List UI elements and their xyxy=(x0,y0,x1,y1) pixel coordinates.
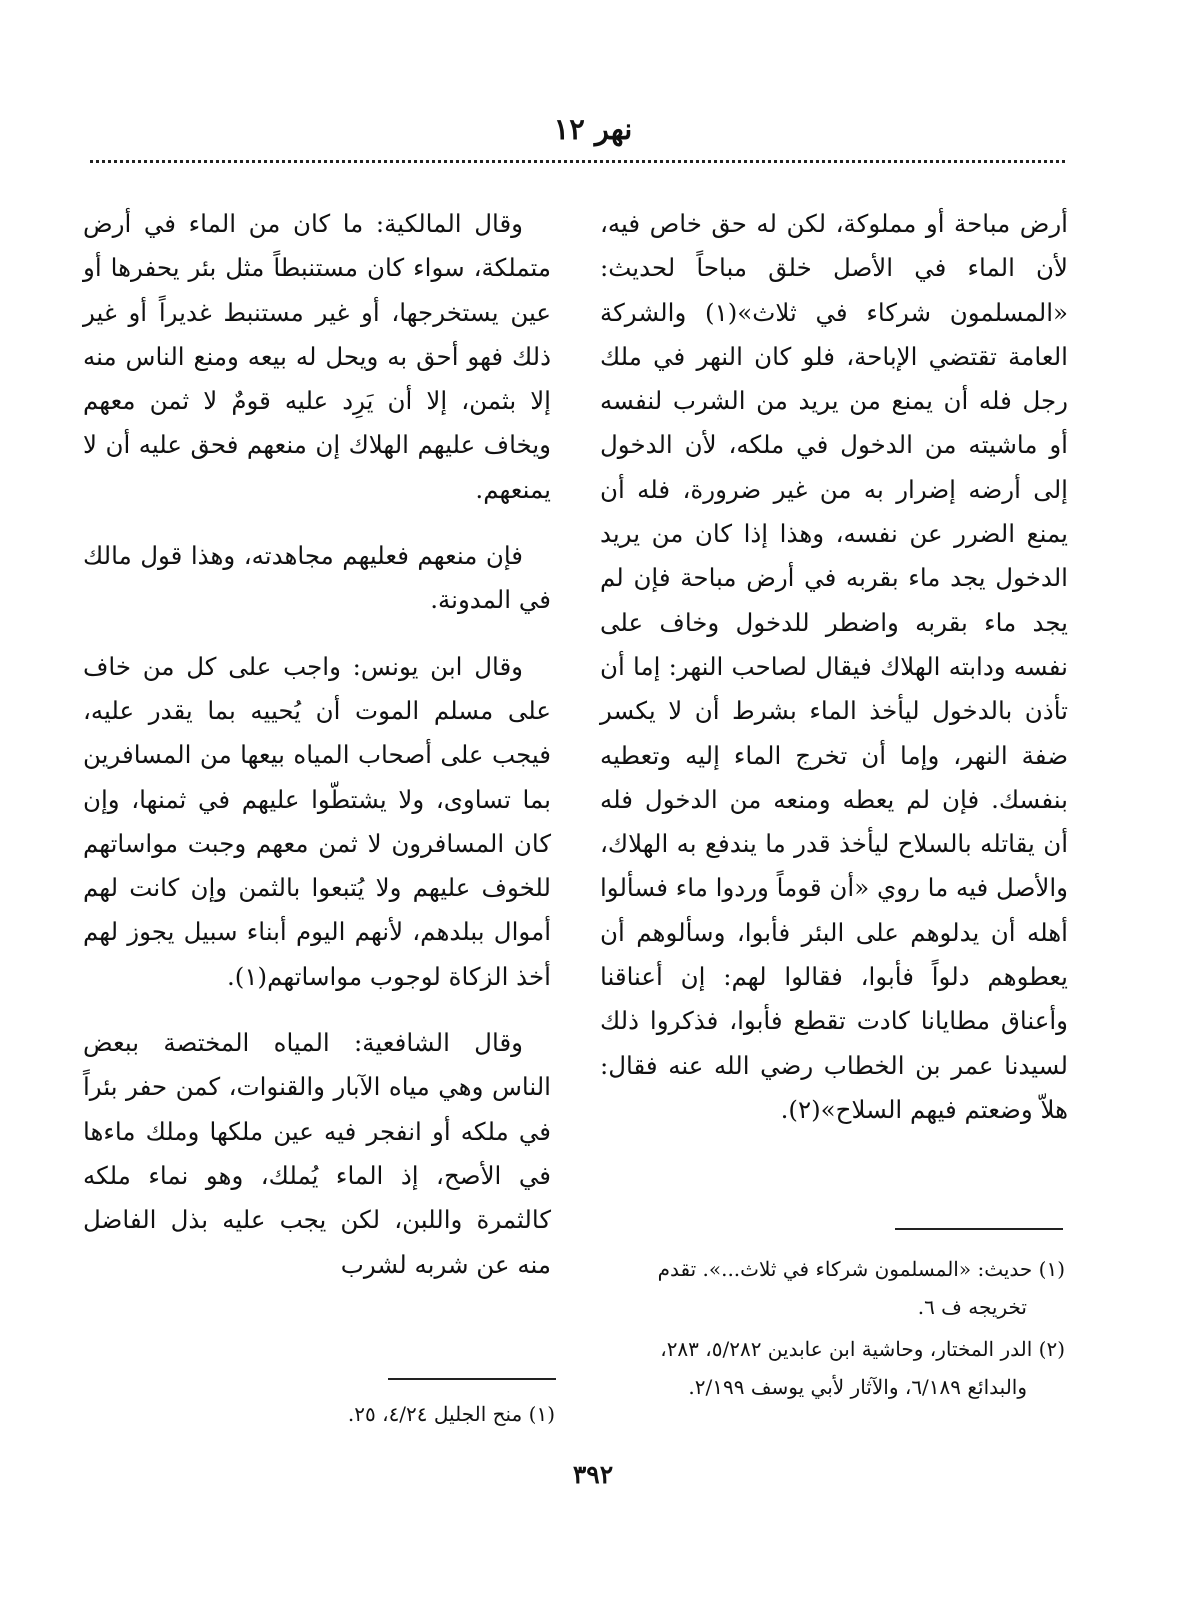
footnotes-right xyxy=(600,1250,1065,1410)
left-paragraph-4: وقال الشافعية: المياه المختصة ببعض الناس وهي مياه الآبار والقنوات، كمن حفر بئراً في ملكه أو انفجر فيه عين ملكها وملك ماءها في الأصح، إذ الماء يُملك، وهو نماء ملكه كالثمرة واللبن، لكن يجب عليه بذل الفاضل منه عن شربه لشرب xyxy=(83,1028,551,1279)
right-column xyxy=(600,202,1068,1154)
header-dotted-divider xyxy=(90,160,1065,163)
footnotes-left xyxy=(90,1395,555,1437)
left-paragraph-3: وقال ابن يونس: واجب على كل من خاف على مسلم الموت أن يُحييه بما يقدر عليه، فيجب على أصحاب المياه بيعها من المسافرين بما تساوى، ولا يشتطّوا عليهم في ثمنها، وإن كان المسافرون لا ثمن معهم وجبت مواساتهم للخوف عليهم ولا يُتبعوا بالثمن وإن كانت لهم أموال ببلدهم، لأنهم اليوم أبناء سبيل يجوز لهم أخذ الزكاة لوجوب مواساتهم(١). xyxy=(83,651,551,991)
footnote-left-1: (١) منح الجليل ٤/٢٤، ٢٥. xyxy=(347,1402,555,1426)
footnote-right-1: (١) حديث: «المسلمون شركاء في ثلاث...». تقدم تخريجه ف ٦. xyxy=(657,1257,1065,1319)
page-number: ٣٩٢ xyxy=(572,1460,614,1489)
page-title: نهر ١٢ xyxy=(553,112,633,146)
left-paragraph-2: فإن منعهم فعليهم مجاهدته، وهذا قول مالك في المدونة. xyxy=(83,541,551,615)
footnote-divider-right xyxy=(895,1228,1063,1230)
left-paragraph-1: وقال المالكية: ما كان من الماء في أرض متملكة، سواء كان مستنبطاً مثل بئر يحفرها أو عين يستخرجها، أو غير مستنبط غديراً أو غير ذلك فهو أحق به ويحل له بيعه ومنع الناس منه إلا بثمن، إلا أن يَرِد عليه قومٌ لا ثمن معهم ويخاف عليهم الهلاك إن منعهم فحق عليه أن لا يمنعهم. xyxy=(83,209,551,504)
left-column xyxy=(83,202,551,1309)
footnote-divider-left xyxy=(388,1378,556,1380)
right-paragraph-1: أرض مباحة أو مملوكة، لكن له حق خاص فيه، لأن الماء في الأصل خلق مباحاً لحديث: «المسلمون شركاء في ثلاث»(١) والشركة العامة تقتضي الإباحة، فلو كان النهر في ملك رجل فله أن يمنع من يريد من الشرب لنفسه أو ماشيته من الدخول في ملكه، لأن الدخول إلى أرضه إضرار به من غير ضرورة، فله أن يمنع الضرر عن نفسه، وهذا إذا كان من يريد الدخول يجد ماء بقربه في أرض مباحة فإن لم يجد ماء بقربه واضطر للدخول وخاف على نفسه ودابته الهلاك فيقال لصاحب النهر: إما أن تأذن بالدخول ليأخذ الماء بشرط أن لا يكسر ضفة النهر، وإما أن تخرج الماء إليه وتعطيه بنفسك. فإن لم يعطه ومنعه من الدخول فله أن يقاتله بالسلاح ليأخذ قدر ما يندفع به الهلاك، والأصل فيه ما روي «أن قوماً وردوا ماء فسألوا أهله أن يدلوهم على البئر فأبوا، وسألوهم أن يعطوهم دلواً فأبوا، فقالوا لهم: إن أعناقنا وأعناق مطايانا كادت تقطع فأبوا، فذكروا ذلك لسيدنا عمر بن الخطاب رضي الله عنه فقال: هلاّ وضعتم فيهم السلاح»(٢). xyxy=(600,209,1068,1124)
footnote-right-2: (٢) الدر المختار، وحاشية ابن عابدين ٥/٢٨٢، ٢٨٣، والبدائع ٦/١٨٩، والآثار لأبي يوسف ٢/١٩٩. xyxy=(660,1337,1065,1399)
